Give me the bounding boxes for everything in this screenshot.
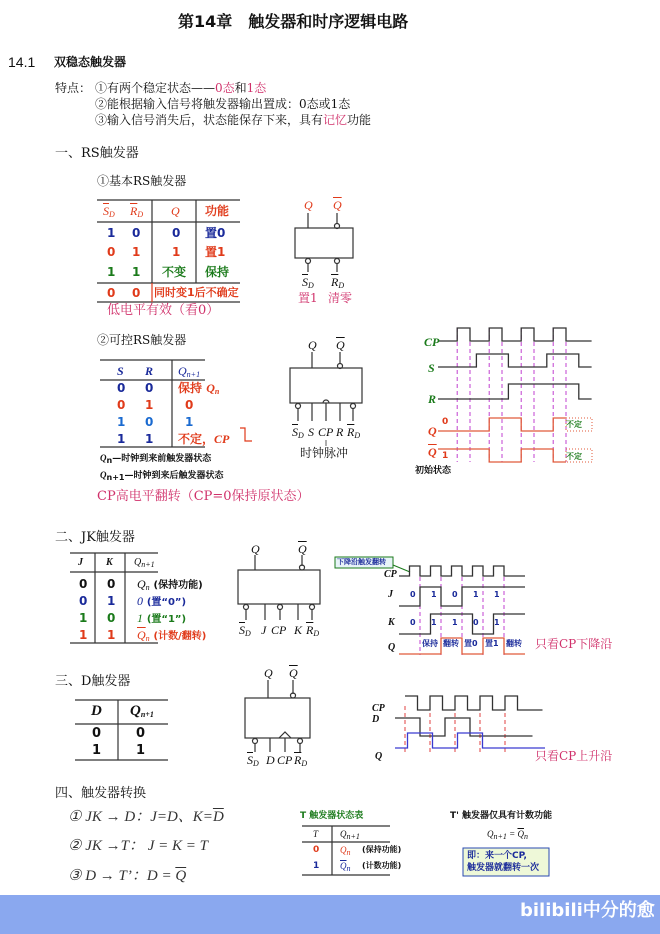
cell: 保持 Qn: [178, 381, 220, 396]
j-value: 1: [431, 590, 437, 599]
cell: 1 (置“1”): [137, 611, 187, 625]
cell: 0: [107, 286, 116, 300]
wave-label-qbar: $\overline{Q}$: [428, 445, 437, 459]
th-sd: $\overline{S}D$: [103, 204, 115, 219]
qbar-initial: 1: [442, 451, 449, 461]
th-function: 功能: [205, 204, 230, 218]
wave-label-cp: CP: [384, 569, 397, 580]
wave-label-d: D: [372, 714, 380, 725]
t-table-title: T 触发器状态表: [300, 811, 364, 821]
cell: 0: [145, 415, 154, 429]
formula-jk-t: ② JK →T： J = K = T: [68, 838, 208, 854]
cell: 0 (置“0”): [137, 594, 187, 608]
page-title: 第14章 触发器和时序逻辑电路: [178, 12, 409, 31]
clock-pulse-label: 时钟脉冲: [300, 446, 349, 460]
cell: 1: [145, 432, 154, 446]
rs-basic-block: [295, 213, 353, 272]
d-waveform: [395, 696, 545, 755]
j-value: 1: [473, 590, 479, 599]
rs-basic-note: 低电平有效（看0）: [107, 303, 220, 318]
pin-sd: $\overline{S}D$: [292, 425, 304, 440]
cell: 1: [117, 432, 126, 446]
cell: 0: [313, 845, 320, 855]
note-qn1: Qn+1—时钟到来后触发器状态: [100, 470, 224, 482]
cell: 0: [107, 245, 116, 259]
pin-cp: CP: [277, 753, 293, 767]
wave-label-r: R: [428, 392, 437, 406]
pin-rd: $\overline{R}D$: [347, 425, 361, 440]
wave-cp: [438, 328, 592, 341]
undefined-label: 不定: [566, 420, 582, 429]
th-qn1: Qn+1: [340, 829, 360, 841]
pin-qbar: $\overline{Q}$: [289, 666, 298, 680]
cell: 0: [136, 726, 146, 741]
rs-basic-title: ①基本RS触发器: [97, 174, 187, 188]
wave-cp: [405, 696, 543, 710]
pin-cp: CP: [318, 425, 334, 439]
cell: 1: [92, 743, 102, 758]
pin-rd: $\overline{R}D$: [306, 623, 320, 638]
th-k: K: [106, 557, 113, 568]
cell: 1: [79, 611, 88, 625]
j-value: 1: [494, 590, 500, 599]
wave-s: [438, 354, 592, 367]
d-block: [245, 680, 310, 752]
cell: 0: [107, 577, 116, 591]
reset-label: 清零: [328, 291, 353, 305]
rs-heading: 一、RS触发器: [55, 146, 139, 161]
wave-label-cp: CP: [424, 335, 440, 349]
cell: 同时变1后不确定: [154, 286, 239, 299]
tprime-note-2: 触发器就翻转一次: [467, 863, 540, 873]
wave-label-j: J: [388, 589, 393, 600]
cell: Qn: [340, 845, 351, 857]
features-label: 特点：: [55, 81, 92, 95]
th-qn1: $Q_{n+1}$: [134, 557, 155, 569]
d-heading: 三、D触发器: [55, 674, 131, 689]
cell: 不变: [162, 265, 187, 279]
th-s: S: [117, 364, 124, 378]
q-state: 置0: [464, 639, 478, 648]
wave-cp: [399, 566, 525, 576]
cell: 0: [132, 286, 141, 300]
q-state: 保持: [422, 639, 438, 648]
cell: 1: [117, 415, 126, 429]
jk-block: [238, 555, 320, 620]
cell: 1: [107, 594, 116, 608]
tprime-equation: $Qn+1 = \overline{Q}n$: [487, 829, 528, 841]
cell: 1: [132, 265, 141, 279]
j-value: 0: [452, 590, 458, 599]
cell: 1: [79, 628, 88, 642]
falling-edge-callout: 下降沿触发翻转: [337, 558, 386, 566]
cell: 1: [132, 245, 141, 259]
pin-j: J: [261, 623, 267, 637]
k-value: 1: [452, 618, 458, 627]
pin-q: Q: [308, 338, 317, 352]
initial-state-label: 初始状态: [415, 466, 452, 476]
pin-rd: $\overline{R}D$: [331, 275, 345, 290]
d-note: 只看CP上升沿: [535, 749, 613, 763]
tprime-title: T' 触发器仅具有计数功能: [450, 811, 553, 821]
cell: 1: [107, 265, 116, 279]
wave-k: [399, 614, 525, 634]
pin-sd: $\overline{S}D$: [302, 275, 314, 290]
cell: 1: [136, 743, 146, 758]
q-state: 翻转: [443, 639, 459, 648]
q-state: 置1: [485, 639, 499, 648]
convert-heading: 四、触发器转换: [55, 786, 147, 801]
k-value: 1: [431, 618, 437, 627]
cell: 1: [313, 861, 320, 871]
wave-r: [438, 384, 592, 399]
cell: 0: [79, 594, 88, 608]
cell: 0: [92, 726, 102, 741]
k-value: 0: [473, 618, 479, 627]
wave-j: [399, 587, 525, 606]
pin-qbar: $\overline{Q}$: [336, 338, 345, 352]
rs-waveform: [438, 328, 592, 462]
wave-label-cp: CP: [372, 703, 385, 714]
jk-note: 只看CP下降沿: [535, 637, 613, 651]
th-q: Q: [171, 204, 180, 218]
wave-label-q: Q: [428, 424, 437, 438]
th-r: R: [145, 364, 154, 378]
cell: 1: [145, 398, 154, 412]
rs-clocked-summary: CP高电平翻转（CP=0保持原状态）: [97, 489, 310, 504]
d-table-lines: [75, 700, 168, 760]
pin-q: Q: [251, 542, 260, 556]
pin-d: D: [266, 753, 275, 767]
section-title: 双稳态触发器: [54, 55, 127, 69]
formula-d-tprime: ③ D → T’：$D = \overline{Q}$: [68, 868, 187, 884]
feature-3: ③输入信号消失后，状态能保存下来，具有记忆功能: [95, 113, 372, 127]
wave-label-s: S: [428, 361, 435, 375]
undefined-label: 不定: [566, 452, 582, 461]
tprime-note-1: 即：来一个CP,: [467, 851, 527, 861]
cell: 1: [107, 628, 116, 642]
cell: 1: [107, 226, 116, 240]
cell: 1: [185, 415, 194, 429]
pin-qbar: $\overline{Q}$: [333, 198, 342, 212]
formula-jk-d: ① JK → D：J=D、$K=\overline{D}$: [68, 809, 224, 825]
cell: 1: [172, 245, 181, 259]
watermark: bilibili中分的愈: [520, 900, 655, 921]
th-j: J: [78, 557, 83, 568]
pin-s: S: [308, 425, 314, 439]
k-value: 0: [410, 618, 416, 627]
cell: (计数功能): [362, 861, 402, 870]
th-rd: $\overline{R}D$: [130, 204, 144, 219]
cell: $\overline{Q}n$ (计数/翻转): [137, 628, 207, 643]
feature-2: ②能根据输入信号将触发器输出置成：0态或1态: [95, 97, 351, 111]
section-number: 14.1: [8, 54, 36, 70]
cell: 0: [107, 611, 116, 625]
q-initial: 0: [442, 417, 449, 427]
feature-1: ①有两个稳定状态——0态和1态: [95, 81, 267, 95]
cell: (保持功能): [362, 845, 402, 854]
set-label: 置1: [298, 291, 318, 305]
pin-cp: CP: [271, 623, 287, 637]
cell: 置1: [205, 245, 226, 259]
th-qn1: Qn+1: [178, 364, 201, 379]
cell: 保持: [205, 265, 230, 279]
pin-k: K: [294, 623, 303, 637]
th-d: D: [91, 703, 102, 719]
rs-clocked-title: ②可控RS触发器: [97, 333, 187, 347]
pin-qbar: $\overline{Q}$: [298, 542, 307, 556]
cell: $\overline{Q}n$: [340, 861, 351, 873]
wave-label-q: Q: [375, 751, 383, 762]
cell: 0: [185, 398, 194, 412]
jk-heading: 二、JK触发器: [55, 530, 135, 545]
wave-label-k: K: [388, 617, 395, 628]
cell: 0: [172, 226, 181, 240]
note-qn: Qn—时钟到来前触发器状态: [100, 453, 212, 465]
th-qn1: Qn+1: [130, 703, 154, 719]
pin-rd: $\overline{R}D$: [294, 753, 308, 768]
q-state: 翻转: [506, 639, 522, 648]
pin-q: Q: [304, 198, 313, 212]
cell: 不定，CP: [178, 432, 230, 446]
cell: 0: [117, 381, 126, 395]
th-t: T: [313, 829, 319, 839]
cell: 0: [132, 226, 141, 240]
pin-q: Q: [264, 666, 273, 680]
pin-sd: $\overline{S}D$: [239, 623, 251, 638]
cell: Qn (保持功能): [137, 577, 203, 592]
cell: 0: [79, 577, 88, 591]
cell: 0: [145, 381, 154, 395]
pin-sd: $\overline{S}D$: [247, 753, 259, 768]
wave-label-q: Q: [388, 642, 396, 653]
pin-r: R: [336, 425, 344, 439]
cell: 0: [117, 398, 126, 412]
cell: 置0: [205, 226, 226, 240]
j-value: 0: [410, 590, 416, 599]
k-value: 1: [494, 618, 500, 627]
